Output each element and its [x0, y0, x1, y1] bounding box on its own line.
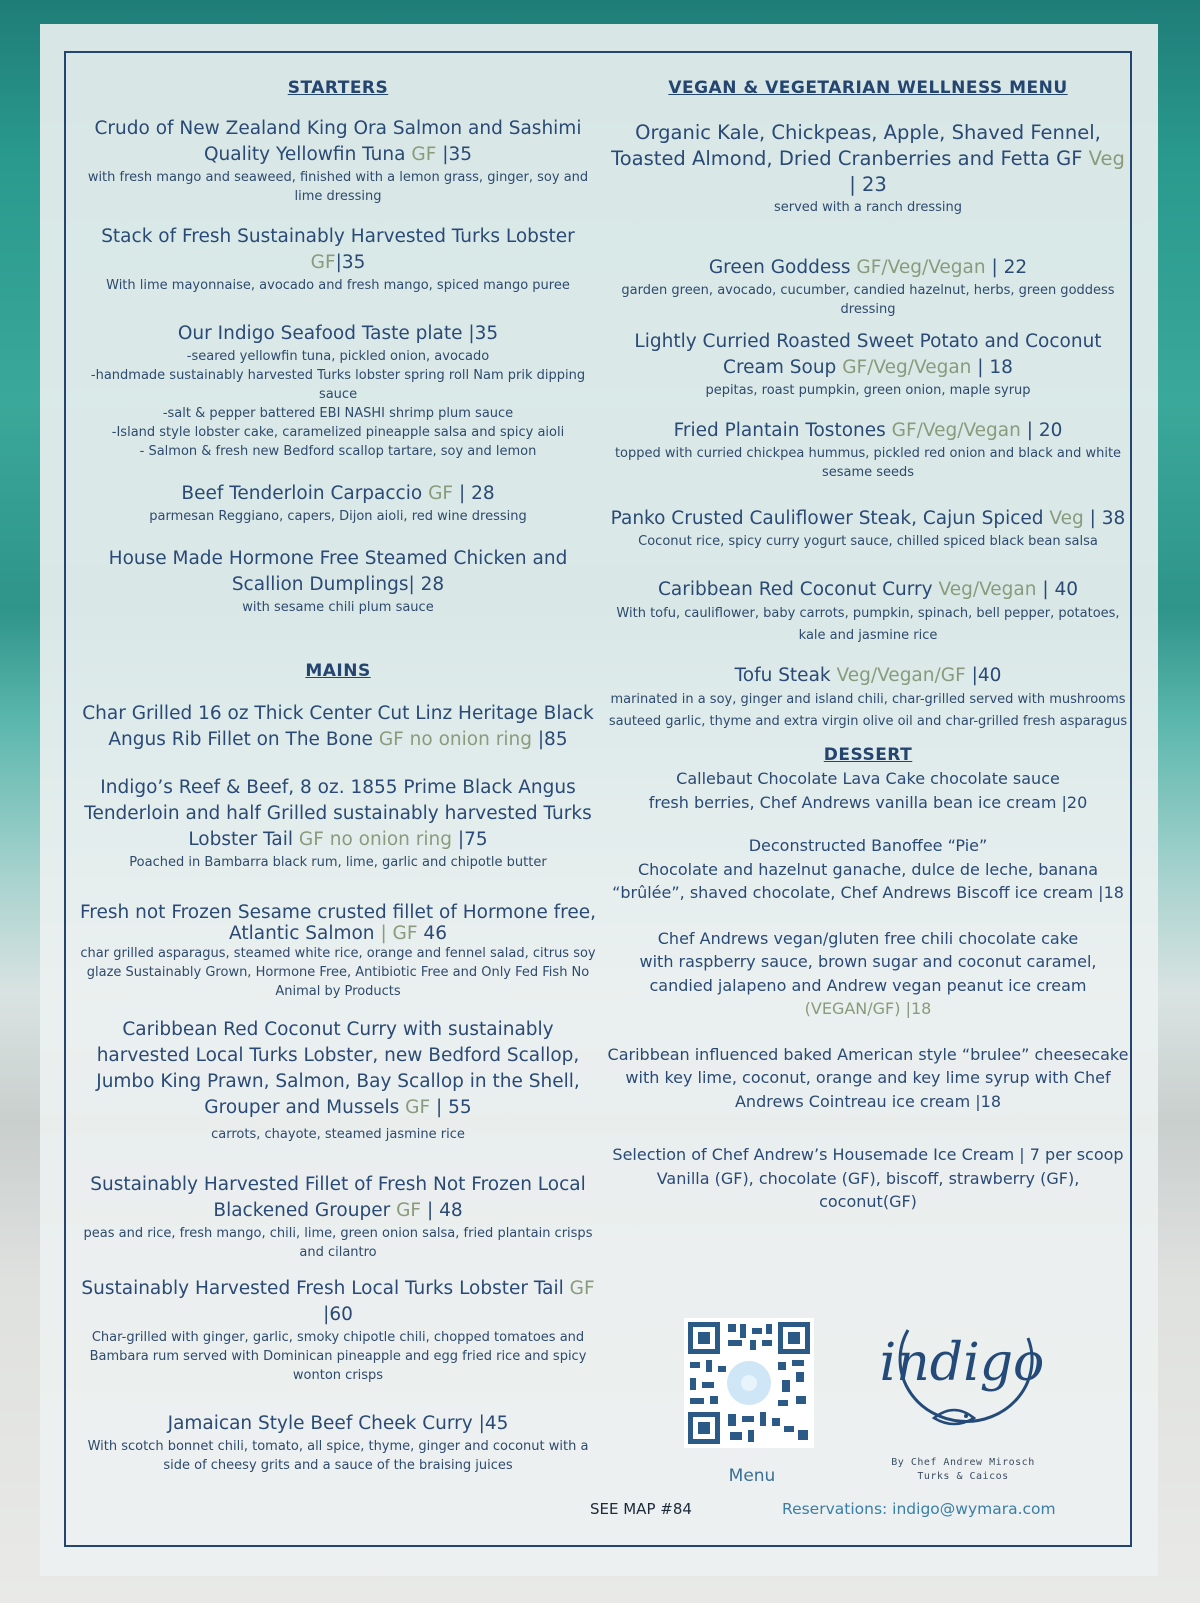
chef-name: By Chef Andrew Mirosch: [891, 1457, 1035, 1468]
starters-heading: STARTERS: [287, 78, 389, 98]
item-name: Panko Crusted Cauliflower Steak, Cajun Spiced: [610, 508, 1044, 529]
menu-item: [80, 546, 596, 617]
item-name: Sustainably Harvested Fillet of Fresh Not Frozen Local Blackened Grouper: [90, 1174, 586, 1221]
item-description: served with a ranch dressing: [773, 200, 963, 215]
item-description: Coconut rice, spicy curry yogurt sauce, chilled spiced black bean salsa: [638, 534, 1098, 549]
dessert-item: [606, 834, 1130, 905]
qr-code[interactable]: [684, 1318, 814, 1448]
item-description: char grilled asparagus, steamed white rice, orange and fennel salad, citrus soy glaze Sustainably Grown, Hormone Free, Antibiotic Free and Only Fed Fish No Animal by Products: [80, 946, 596, 999]
menu-item: [606, 506, 1130, 551]
menu-item: [80, 1017, 596, 1144]
item-tag: Veg: [1088, 147, 1125, 170]
item-description: Char-grilled with ginger, garlic, smoky chipotle chili, chopped tomatoes and Bambara rum served with Dominican pineapple and egg fried rice and spicy wonton crisps: [89, 1330, 587, 1383]
item-description: parmesan Reggiano, capers, Dijon aioli, red wine dressing: [149, 509, 527, 524]
item-tag: Veg/Vegan: [938, 579, 1037, 600]
item-description: - Salmon & fresh new Bedford scallop tartare, soy and lemon: [139, 444, 537, 459]
item-price: | 40: [1042, 579, 1079, 600]
menu-item: [80, 1411, 596, 1475]
item-description: topped with curried chickpea hummus, pickled red onion and black and white sesame seeds: [614, 446, 1122, 480]
menu-item: [606, 329, 1130, 400]
item-price: |35: [335, 252, 366, 273]
item-name: Organic Kale, Chickpeas, Apple, Shaved Fennel, Toasted Almond, Dried Cranberries and Fetta GF: [611, 121, 1101, 170]
item-price: |35: [468, 323, 499, 344]
menu-item: [80, 116, 596, 206]
item-name: Lightly Curried Roasted Sweet Potato and Coconut Cream Soup: [634, 331, 1102, 378]
item-name: Beef Tenderloin Carpaccio: [181, 483, 423, 504]
item-tag: GF no onion ring: [378, 729, 532, 750]
dessert-item: [606, 1143, 1130, 1214]
location: Turks & Caicos: [917, 1471, 1009, 1482]
item-price: | 23: [849, 173, 887, 196]
item-tag: GF: [428, 483, 454, 504]
right-column: [606, 78, 1130, 1214]
item-description: With tofu, cauliflower, baby carrots, pumpkin, spinach, bell pepper, potatoes, kale and jasmine rice: [616, 606, 1120, 643]
item-description: marinated in a soy, ginger and island chili, char-grilled served with mushrooms sauteed garlic, thyme and extra virgin olive oil and char-grilled fresh asparagus: [608, 692, 1128, 729]
menu-item: [80, 321, 596, 461]
dessert-heading: DESSERT: [823, 745, 913, 765]
menu-item: [80, 775, 596, 872]
logo-subtitle: [860, 1456, 1066, 1484]
item-price: | 48: [426, 1200, 463, 1221]
dessert-line: with raspberry sauce, brown sugar and coconut caramel, candied jalapeno and Andrew vegan peanut ice cream: [639, 952, 1097, 995]
qr-code-icon: [684, 1318, 814, 1448]
item-description: With scotch bonnet chili, tomato, all spice, thyme, ginger and coconut with a side of cheesy grits and a sauce of the braising juices: [87, 1439, 589, 1473]
item-description: peas and rice, fresh mango, chili, lime, green onion salsa, fried plantain crisps and cilantro: [83, 1226, 593, 1260]
item-description: -salt & pepper battered EBI NASHI shrimp plum sauce: [162, 406, 514, 421]
item-tag: GF: [396, 1200, 422, 1221]
item-tag: Veg/Vegan/GF: [836, 665, 966, 686]
dessert-line: Callebaut Chocolate Lava Cake chocolate sauce: [676, 769, 1060, 788]
menu-item: [80, 1172, 596, 1262]
item-tag: GF/Veg/Vegan: [842, 357, 972, 378]
see-map-text: SEE MAP #84: [590, 1500, 692, 1518]
svg-text:indigo: indigo: [879, 1333, 1045, 1393]
item-price: 46: [423, 923, 447, 944]
item-price: |45: [478, 1413, 509, 1434]
dessert-line: Vanilla (GF), chocolate (GF), biscoff, strawberry (GF), coconut(GF): [656, 1168, 1080, 1211]
item-tag: GF: [310, 252, 336, 273]
item-name: Tofu Steak: [734, 665, 831, 686]
item-tag: GF: [569, 1278, 595, 1299]
menu-item: [606, 418, 1130, 482]
item-name: Stack of Fresh Sustainably Harvested Turks Lobster: [101, 226, 575, 247]
item-name: Sustainably Harvested Fresh Local Turks Lobster Tail: [81, 1278, 564, 1299]
menu-item: [606, 577, 1130, 647]
dessert-line: Chocolate and hazelnut ganache, dulce de leche, banana “brûlée”, shaved chocolate, Chef Andrews Biscoff ice cream |18: [612, 859, 1124, 902]
item-tag: GF/Veg/Vegan: [856, 257, 986, 278]
qr-label: Menu: [728, 1466, 776, 1486]
item-description: -handmade sustainably harvested Turks lobster spring roll Nam prik dipping sauce: [90, 368, 586, 402]
item-price: | 38: [1089, 508, 1126, 529]
item-description: Poached in Bambarra black rum, lime, garlic and chipotle butter: [129, 855, 547, 870]
item-name: Indigo’s Reef & Beef, 8 oz. 1855 Prime Black Angus Tenderloin and half Grilled sustainably harvested Turks Lobster Tail: [84, 777, 592, 850]
dessert-item: [606, 767, 1130, 814]
item-tag: | GF: [380, 923, 418, 944]
item-name: House Made Hormone Free Steamed Chicken and Scallion Dumplings: [108, 548, 568, 595]
indigo-logo: [868, 1300, 1056, 1434]
dessert-line: Chef Andrews vegan/gluten free chili chocolate cake: [657, 928, 1079, 948]
item-price: |85: [537, 729, 568, 750]
item-name: Crudo of New Zealand King Ora Salmon and Sashimi Quality Yellowfin Tuna: [94, 118, 582, 165]
item-price: | 28: [458, 483, 495, 504]
item-price: | 28: [408, 574, 445, 595]
item-tag: Veg: [1049, 508, 1084, 529]
item-name: Fried Plantain Tostones: [673, 420, 886, 441]
dessert-item: [606, 927, 1130, 1021]
menu-item: [606, 255, 1130, 319]
dessert-line: Selection of Chef Andrew’s Housemade Ice Cream | 7 per scoop: [612, 1145, 1124, 1164]
mains-heading: MAINS: [305, 661, 371, 681]
item-description: with sesame chili plum sauce: [242, 600, 434, 615]
left-column: [80, 78, 596, 1475]
item-price: | 55: [436, 1097, 472, 1118]
item-description: pepitas, roast pumpkin, green onion, maple syrup: [705, 383, 1031, 398]
item-tag: GF/Veg/Vegan: [891, 420, 1021, 441]
item-name: Our Indigo Seafood Taste plate: [177, 323, 463, 344]
item-description: -seared yellowfin tuna, pickled onion, avocado: [186, 349, 490, 364]
item-description: garden green, avocado, cucumber, candied hazelnut, herbs, green goddess dressing: [621, 283, 1115, 317]
dessert-item: [606, 1043, 1130, 1114]
item-price: | 18: [977, 357, 1013, 378]
item-tag: GF: [405, 1097, 431, 1118]
item-price: |40: [971, 665, 1002, 686]
dessert-line: fresh berries, Chef Andrews vanilla bean ice cream |20: [648, 792, 1088, 812]
menu-item: [80, 224, 596, 295]
dessert-line: (VEGAN/GF) |18: [804, 999, 932, 1018]
menu-item: [606, 120, 1130, 217]
menu-item: [80, 902, 596, 1001]
item-price: | 20: [1026, 420, 1063, 441]
item-price: |35: [442, 144, 473, 165]
item-name: Caribbean Red Coconut Curry with sustainably harvested Local Turks Lobster, new Bedford Scallop, Jumbo King Prawn, Salmon, Bay Scallop in the Shell, Grouper and Mussels: [96, 1019, 580, 1118]
item-description: -Island style lobster cake, caramelized pineapple salsa and spicy aioli: [111, 425, 565, 440]
menu-item: [80, 481, 596, 526]
item-description: carrots, chayote, steamed jasmine rice: [211, 1127, 465, 1142]
item-name: Char Grilled 16 oz Thick Center Cut Linz Heritage Black Angus Rib Fillet on The Bone: [82, 703, 594, 750]
item-price: |75: [457, 829, 488, 850]
menu-item: [80, 1276, 596, 1385]
item-name: Caribbean Red Coconut Curry: [657, 579, 933, 600]
menu-item: [606, 663, 1130, 733]
item-tag: GF: [411, 144, 437, 165]
item-description: With lime mayonnaise, avocado and fresh mango, spiced mango puree: [106, 278, 570, 293]
dessert-line: Deconstructed Banoffee “Pie”: [748, 836, 988, 855]
indigo-logo-icon: [868, 1300, 1056, 1434]
item-price: | 22: [991, 257, 1028, 278]
item-tag: GF no onion ring: [298, 829, 452, 850]
item-name: Fresh not Frozen Sesame crusted fillet of Hormone free, Atlantic Salmon: [80, 902, 596, 944]
item-name: Green Goddess: [708, 257, 851, 278]
item-name: Jamaican Style Beef Cheek Curry: [167, 1413, 473, 1434]
vegan-heading: VEGAN & VEGETARIAN WELLNESS MENU: [668, 78, 1068, 98]
menu-item: [80, 701, 596, 753]
dessert-line: Caribbean influenced baked American style “brulee” cheesecake with key lime, coconut, orange and key lime syrup with Chef Andrews Cointreau ice cream |18: [607, 1044, 1129, 1111]
reservations-link[interactable]: Reservations: indigo@wymara.com: [782, 1500, 1056, 1518]
item-price: |60: [323, 1304, 353, 1325]
item-description: with fresh mango and seaweed, finished with a lemon grass, ginger, soy and lime dressing: [87, 170, 589, 204]
